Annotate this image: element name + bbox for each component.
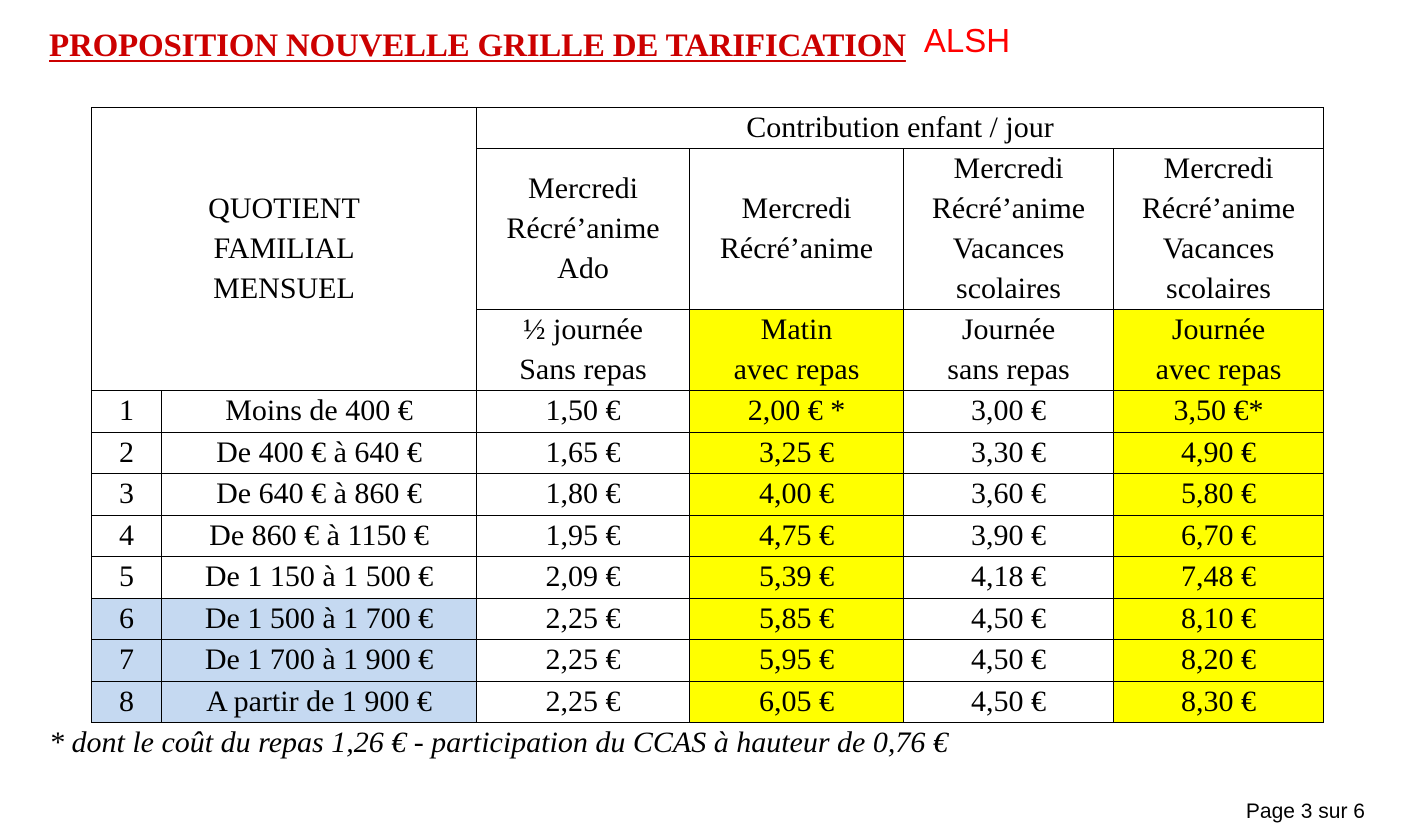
- col-header-line: scolaires: [1166, 272, 1271, 305]
- cell-journee-avec-repas: 5,80 €: [1114, 474, 1324, 516]
- cell-journee-avec-repas: 8,10 €: [1114, 598, 1324, 640]
- cell-matin-avec-repas: 5,85 €: [690, 598, 904, 640]
- table-row: [92, 432, 1324, 474]
- sub-header-journee-avec-repas: [1114, 310, 1324, 391]
- title-main: PROPOSITION NOUVELLE GRILLE DE TARIFICATION: [49, 28, 906, 64]
- col-header-line: scolaires: [956, 272, 1061, 305]
- row-range: De 640 € à 860 €: [162, 474, 477, 516]
- sub-header-line: avec repas: [1155, 353, 1282, 386]
- row-range: De 1 150 à 1 500 €: [162, 557, 477, 599]
- cell-journee-sans-repas: 3,00 €: [904, 391, 1114, 433]
- sub-header-journee-sans-repas: [904, 310, 1114, 391]
- cell-journee-avec-repas: 8,20 €: [1114, 640, 1324, 682]
- row-range: De 860 € à 1150 €: [162, 515, 477, 557]
- col-header-line: Récré’anime: [931, 192, 1086, 225]
- col-header-recreanime: [690, 149, 904, 310]
- cell-journee-avec-repas: 7,48 €: [1114, 557, 1324, 599]
- sub-header-demi-journee: [477, 310, 690, 391]
- cell-journee-avec-repas: 6,70 €: [1114, 515, 1324, 557]
- col-header-ado: [477, 149, 690, 310]
- row-number: 5: [92, 557, 162, 599]
- cell-matin-avec-repas: 6,05 €: [690, 681, 904, 723]
- cell-demi-journee: 1,80 €: [477, 474, 690, 516]
- col-header-line: Récré’anime: [719, 232, 874, 265]
- row-number: 4: [92, 515, 162, 557]
- col-header-line: Mercredi: [953, 152, 1064, 185]
- contribution-header: Contribution enfant / jour: [477, 108, 1324, 149]
- row-number: 1: [92, 391, 162, 433]
- sub-header-line: sans repas: [947, 353, 1070, 386]
- col-header-line: Récré’anime: [1141, 192, 1296, 225]
- sub-header-line: avec repas: [733, 353, 860, 386]
- table-row: [92, 640, 1324, 682]
- sub-header-line: Journée: [1171, 313, 1266, 346]
- qf-label-line: FAMILIAL: [213, 232, 355, 265]
- row-range: A partir de 1 900 €: [162, 681, 477, 723]
- sub-header-line: Sans repas: [519, 353, 647, 386]
- row-number: 8: [92, 681, 162, 723]
- sub-header-line: Matin: [760, 313, 833, 346]
- tarification-table: [91, 107, 1324, 723]
- col-header-line: Mercredi: [1163, 152, 1274, 185]
- cell-journee-avec-repas: 8,30 €: [1114, 681, 1324, 723]
- cell-matin-avec-repas: 5,39 €: [690, 557, 904, 599]
- cell-journee-sans-repas: 4,50 €: [904, 598, 1114, 640]
- cell-matin-avec-repas: 4,00 €: [690, 474, 904, 516]
- table-row: [92, 474, 1324, 516]
- cell-matin-avec-repas: 2,00 € *: [690, 391, 904, 433]
- cell-demi-journee: 1,50 €: [477, 391, 690, 433]
- sub-header-line: ½ journée: [523, 313, 643, 346]
- cell-journee-sans-repas: 3,60 €: [904, 474, 1114, 516]
- cell-journee-sans-repas: 3,30 €: [904, 432, 1114, 474]
- title-alsh: ALSH: [923, 22, 1011, 59]
- cell-journee-sans-repas: 4,18 €: [904, 557, 1114, 599]
- row-range: De 1 700 à 1 900 €: [162, 640, 477, 682]
- footnote: * dont le coût du repas 1,26 € - participation du CCAS à hauteur de 0,76 €: [49, 726, 948, 759]
- cell-demi-journee: 2,25 €: [477, 598, 690, 640]
- col-header-line: Ado: [557, 252, 609, 285]
- row-number: 3: [92, 474, 162, 516]
- cell-journee-sans-repas: 4,50 €: [904, 640, 1114, 682]
- cell-demi-journee: 2,25 €: [477, 640, 690, 682]
- row-number: 2: [92, 432, 162, 474]
- sub-header-line: Journée: [961, 313, 1056, 346]
- col-header-line: Vacances: [1162, 232, 1275, 265]
- cell-journee-sans-repas: 4,50 €: [904, 681, 1114, 723]
- table-row: [92, 515, 1324, 557]
- row-number: 7: [92, 640, 162, 682]
- sub-header-matin-avec-repas: [690, 310, 904, 391]
- row-range: Moins de 400 €: [162, 391, 477, 433]
- table-row: [92, 598, 1324, 640]
- cell-matin-avec-repas: 5,95 €: [690, 640, 904, 682]
- col-header-vacances-sans-repas: [904, 149, 1114, 310]
- table-row: [92, 557, 1324, 599]
- row-number: 6: [92, 598, 162, 640]
- cell-journee-sans-repas: 3,90 €: [904, 515, 1114, 557]
- cell-journee-avec-repas: 4,90 €: [1114, 432, 1324, 474]
- col-header-vacances-avec-repas: [1114, 149, 1324, 310]
- quotient-familial-header: [92, 108, 477, 391]
- row-range: De 1 500 à 1 700 €: [162, 598, 477, 640]
- document-title: [49, 22, 1011, 65]
- cell-journee-avec-repas: 3,50 €*: [1114, 391, 1324, 433]
- qf-label-line: QUOTIENT: [208, 192, 360, 225]
- table-row: [92, 681, 1324, 723]
- col-header-line: Récré’anime: [506, 212, 660, 245]
- col-header-line: Mercredi: [528, 172, 638, 205]
- cell-demi-journee: 2,25 €: [477, 681, 690, 723]
- page-number: Page 3 sur 6: [1245, 800, 1365, 823]
- cell-demi-journee: 1,65 €: [477, 432, 690, 474]
- cell-demi-journee: 1,95 €: [477, 515, 690, 557]
- cell-demi-journee: 2,09 €: [477, 557, 690, 599]
- qf-label-line: MENSUEL: [213, 272, 355, 305]
- row-range: De 400 € à 640 €: [162, 432, 477, 474]
- col-header-line: Vacances: [952, 232, 1065, 265]
- cell-matin-avec-repas: 4,75 €: [690, 515, 904, 557]
- col-header-line: Mercredi: [741, 192, 852, 225]
- table-row: [92, 391, 1324, 433]
- cell-matin-avec-repas: 3,25 €: [690, 432, 904, 474]
